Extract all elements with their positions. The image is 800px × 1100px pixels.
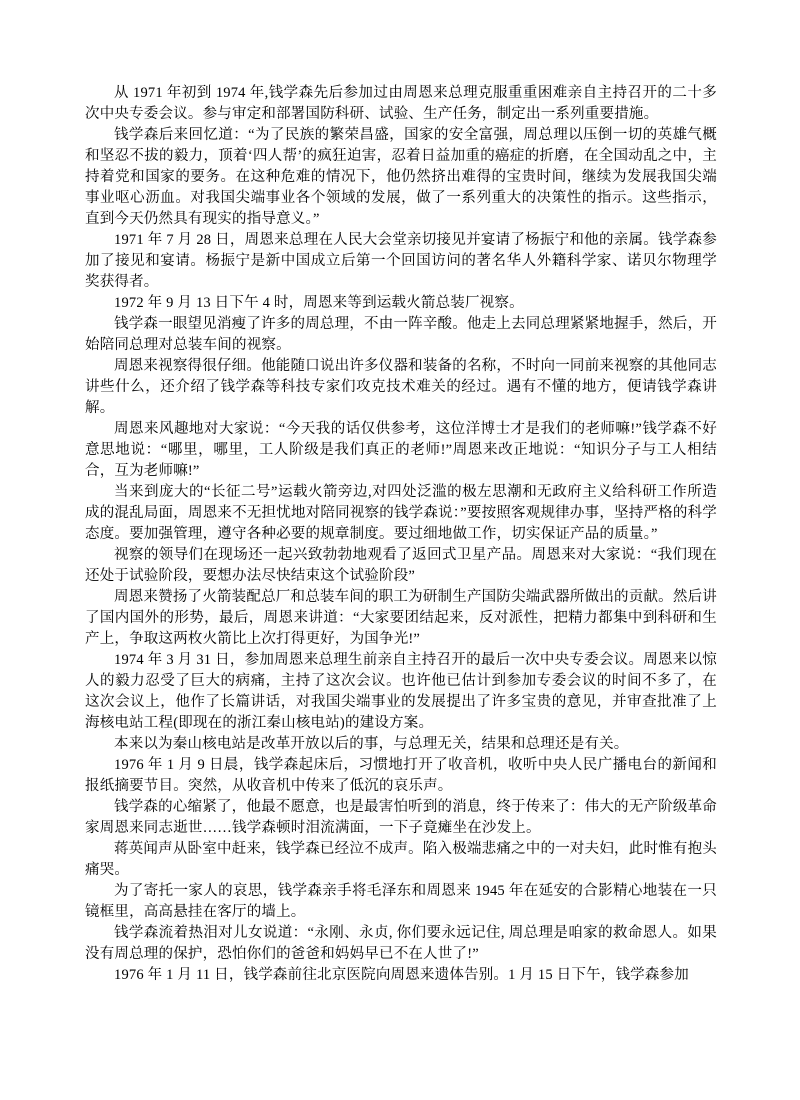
paragraph-16: 为了寄托一家人的哀思，钱学森亲手将毛泽东和周恩来 1945 年在延安的合影精心地装在一只镜框里，高高悬挂在客厅的墙上。 (85, 883, 717, 920)
paragraph-8: 当来到庞大的“长征二号”运载火箭旁边,对四处泛滥的极左思潮和无政府主义给科研工作所造成的混乱局面，周恩来不无担忧地对陪同视察的钱学森说：”要按照客观规律办事，坚持严格的科学态度。要加强管理，遵守各种必要的规章制度。要过细地做工作，切实保证产品的质量。” (85, 484, 717, 542)
paragraph-7: 周恩来风趣地对大家说：“今天我的话仅供参考，这位洋博士才是我们的老师嘛!”钱学森不好意思地说：“哪里，哪里，工人阶级是我们真正的老师!”周恩来改正地说：“知识分子与工人相结合，互为老师嘛!” (85, 421, 717, 479)
paragraph-12: 本来以为秦山核电站是改革开放以后的事，与总理无关，结果和总理还是有关。 (114, 736, 629, 752)
paragraph-15: 蒋英闻声从卧室中赶来，钱学森已经泣不成声。陷入极端悲痛之中的一对夫妇，此时惟有抱头痛哭。 (85, 841, 717, 878)
paragraph-4: 1972 年 9 月 13 日下午 4 时，周恩来等到运载火箭总装厂视察。 (114, 295, 524, 311)
paragraph-3: 1971 年 7 月 28 日，周恩来总理在人民大会堂亲切接见并宴请了杨振宁和他的亲属。钱学森参加了接见和宴请。杨振宁是新中国成立后第一个回国访问的著名华人外籍科学家、诺贝尔物理学奖获得者。 (85, 232, 717, 290)
paragraph-13: 1976 年 1 月 9 日晨，钱学森起床后，习惯地打开了收音机，收听中央人民广播电台的新闻和报纸摘要节目。突然，从收音机中传来了低沉的哀乐声。 (85, 757, 717, 794)
paragraph-14: 钱学森的心缩紧了，他最不愿意，也是最害怕听到的消息，终于传来了：伟大的无产阶级革命家周恩来同志逝世……钱学森顿时泪流满面，一下子竟瘫坐在沙发上。 (85, 799, 717, 836)
paragraph-17: 钱学森流着热泪对儿女说道：“永刚、永贞, 你们要永远记住, 周总理是咱家的救命恩人。如果没有周总理的保护，恐怕你们的爸爸和妈妈早已不在人世了!” (85, 925, 717, 962)
paragraph-10: 周恩来赞扬了火箭装配总厂和总装车间的职工为研制生产国防尖端武器所做出的贡献。然后讲了国内国外的形势，最后，周恩来讲道：“大家要团结起来，反对派性，把精力都集中到科研和生产上，争取这两枚火箭比上次打得更好，为国争光!” (85, 589, 717, 647)
paragraph-5: 钱学森一眼望见消瘦了许多的周总理，不由一阵辛酸。他走上去同总理紧紧地握手，然后，开始陪同总理对总装车间的视察。 (85, 316, 717, 353)
paragraph-11: 1974 年 3 月 31 日，参加周恩来总理生前亲自主持召开的最后一次中央专委会议。周恩来以惊人的毅力忍受了巨大的病痛，主持了这次会议。也许他已估计到参加专委会议的时间不多了，在这次会议上，他作了长篇讲话，对我国尖端事业的发展提出了许多宝贵的意见，并审查批准了上海核电站工程(即现在的浙江秦山核电站)的建设方案。 (85, 652, 717, 731)
document-body (85, 83, 717, 986)
paragraph-1: 从 1971 年初到 1974 年,钱学森先后参加过由周恩来总理克服重重困难亲自主持召开的二十多次中央专委会议。参与审定和部署国防科研、试验、生产任务，制定出一系列重要措施。 (85, 85, 717, 122)
paragraph-2: 钱学森后来回忆道：“为了民族的繁荣昌盛，国家的安全富强，周总理以压倒一切的英雄气概和坚忍不拔的毅力，顶着‘四人帮’的疯狂迫害，忍着日益加重的癌症的折磨，在全国动乱之中，主持着党和国家的要务。在这种危难的情况下，他仍然挤出难得的宝贵时间，继续为发展我国尖端事业呕心沥血。对我国尖端事业各个领域的发展，做了一系列重大的决策性的指示。这些指示，直到今天仍然具有现实的指导意义。” (85, 127, 717, 227)
paragraph-9: 视察的领导们在现场还一起兴致勃勃地观看了返回式卫星产品。周恩来对大家说：“我们现在还处于试验阶段，要想办法尽快结束这个试验阶段” (85, 547, 717, 584)
paragraph-18: 1976 年 1 月 11 日，钱学森前往北京医院向周恩来遗体告别。1 月 15 日下午，钱学森参加 (114, 967, 689, 983)
paragraph-6: 周恩来视察得很仔细。他能随口说出许多仪器和装备的名称，不时向一同前来视察的其他同志讲些什么，还介绍了钱学森等科技专家们攻克技术难关的经过。遇有不懂的地方，便请钱学森讲解。 (85, 358, 717, 416)
